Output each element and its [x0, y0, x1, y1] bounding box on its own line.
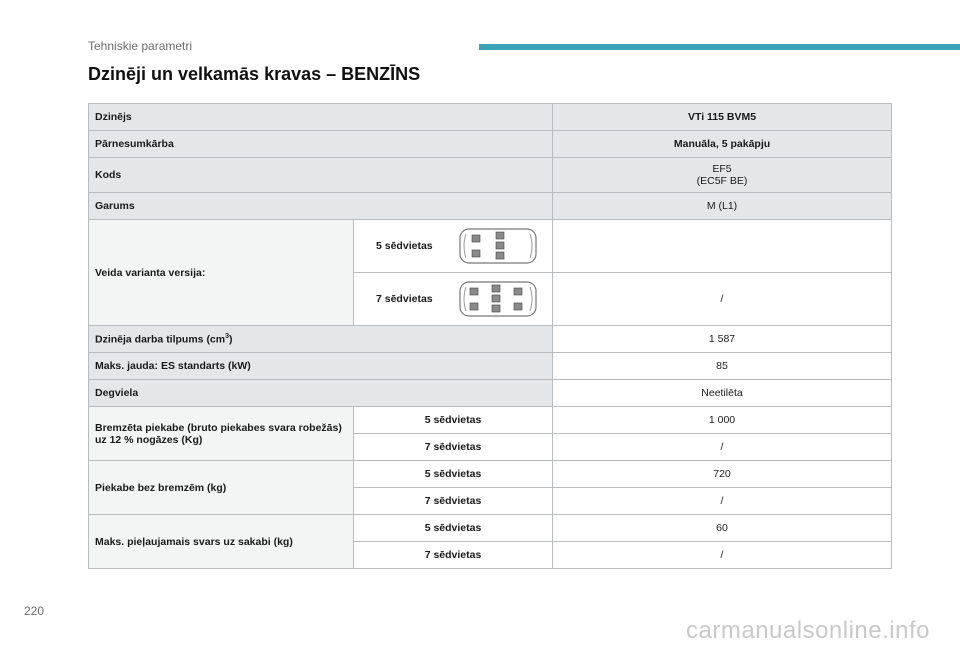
row-label: Degviela [89, 380, 553, 407]
table-row [89, 104, 892, 131]
row-label: Pārnesumkārba [89, 131, 553, 158]
row-value: / [553, 434, 892, 461]
code-line-1: EF5 [712, 163, 732, 175]
table-row [89, 353, 892, 380]
sub-label: 7 sēdvietas [354, 434, 553, 461]
sub-label: 5 sēdvietas [354, 407, 553, 434]
row-value: 60 [553, 515, 892, 542]
section-accent-bar [479, 44, 960, 50]
car-7-seats-icon [458, 279, 538, 319]
table-row [89, 380, 892, 407]
row-value: / [553, 488, 892, 515]
displacement-label-end: ) [229, 333, 233, 346]
sub-label: 7 sēdvietas [354, 542, 553, 569]
variant-7-seats [354, 273, 553, 326]
displacement-label: Dzinēja darba tilpums (cm [95, 333, 226, 346]
table-row [89, 407, 892, 434]
row-label: Veida varianta versija: [89, 220, 354, 326]
row-value: 720 [553, 461, 892, 488]
car-5-seats-icon [458, 226, 538, 266]
row-value: Manuāla, 5 pakāpju [553, 131, 892, 158]
row-label: Maks. pieļaujamais svars uz sakabi (kg) [89, 515, 354, 569]
table-row [89, 158, 892, 193]
row-value: VTi 115 BVM5 [553, 104, 892, 131]
row-label: Bremzēta piekabe (bruto piekabes svara robežās) uz 12 % nogāzes (Kg) [89, 407, 354, 461]
row-label: Dzinējs [89, 104, 553, 131]
table-row [89, 515, 892, 542]
sub-label: 7 sēdvietas [354, 488, 553, 515]
row-label: Garums [89, 193, 553, 220]
table-row [89, 220, 892, 273]
table-row [89, 193, 892, 220]
code-line-2: (EC5F BE) [696, 175, 748, 187]
row-label: Maks. jauda: ES standarts (kW) [89, 353, 553, 380]
section-label: Tehniskie parametri [88, 39, 193, 53]
row-label: Piekabe bez bremzēm (kg) [89, 461, 354, 515]
table-row [89, 326, 892, 353]
table-row [89, 131, 892, 158]
sub-label: 5 sēdvietas [376, 240, 433, 252]
row-value [553, 220, 892, 273]
row-value: 1 000 [553, 407, 892, 434]
sub-label: 5 sēdvietas [354, 461, 553, 488]
displacement-sup: 3 [225, 332, 230, 340]
watermark: carmanualsonline.info [686, 617, 930, 644]
row-value [553, 158, 892, 193]
row-value: 85 [553, 353, 892, 380]
sub-label: 7 sēdvietas [376, 293, 433, 305]
engine-spec-table [88, 103, 892, 569]
row-value: M (L1) [553, 193, 892, 220]
row-value: Neetilēta [553, 380, 892, 407]
row-value: / [553, 273, 892, 326]
variant-5-seats [354, 220, 553, 273]
sub-label: 5 sēdvietas [354, 515, 553, 542]
row-value: / [553, 542, 892, 569]
page-number: 220 [24, 604, 45, 618]
row-value: 1 587 [553, 326, 892, 353]
table-row [89, 461, 892, 488]
page-title: Dzinēji un velkamās kravas – BENZĪNS [88, 64, 421, 84]
row-label: Kods [89, 158, 553, 193]
row-label [89, 326, 553, 353]
